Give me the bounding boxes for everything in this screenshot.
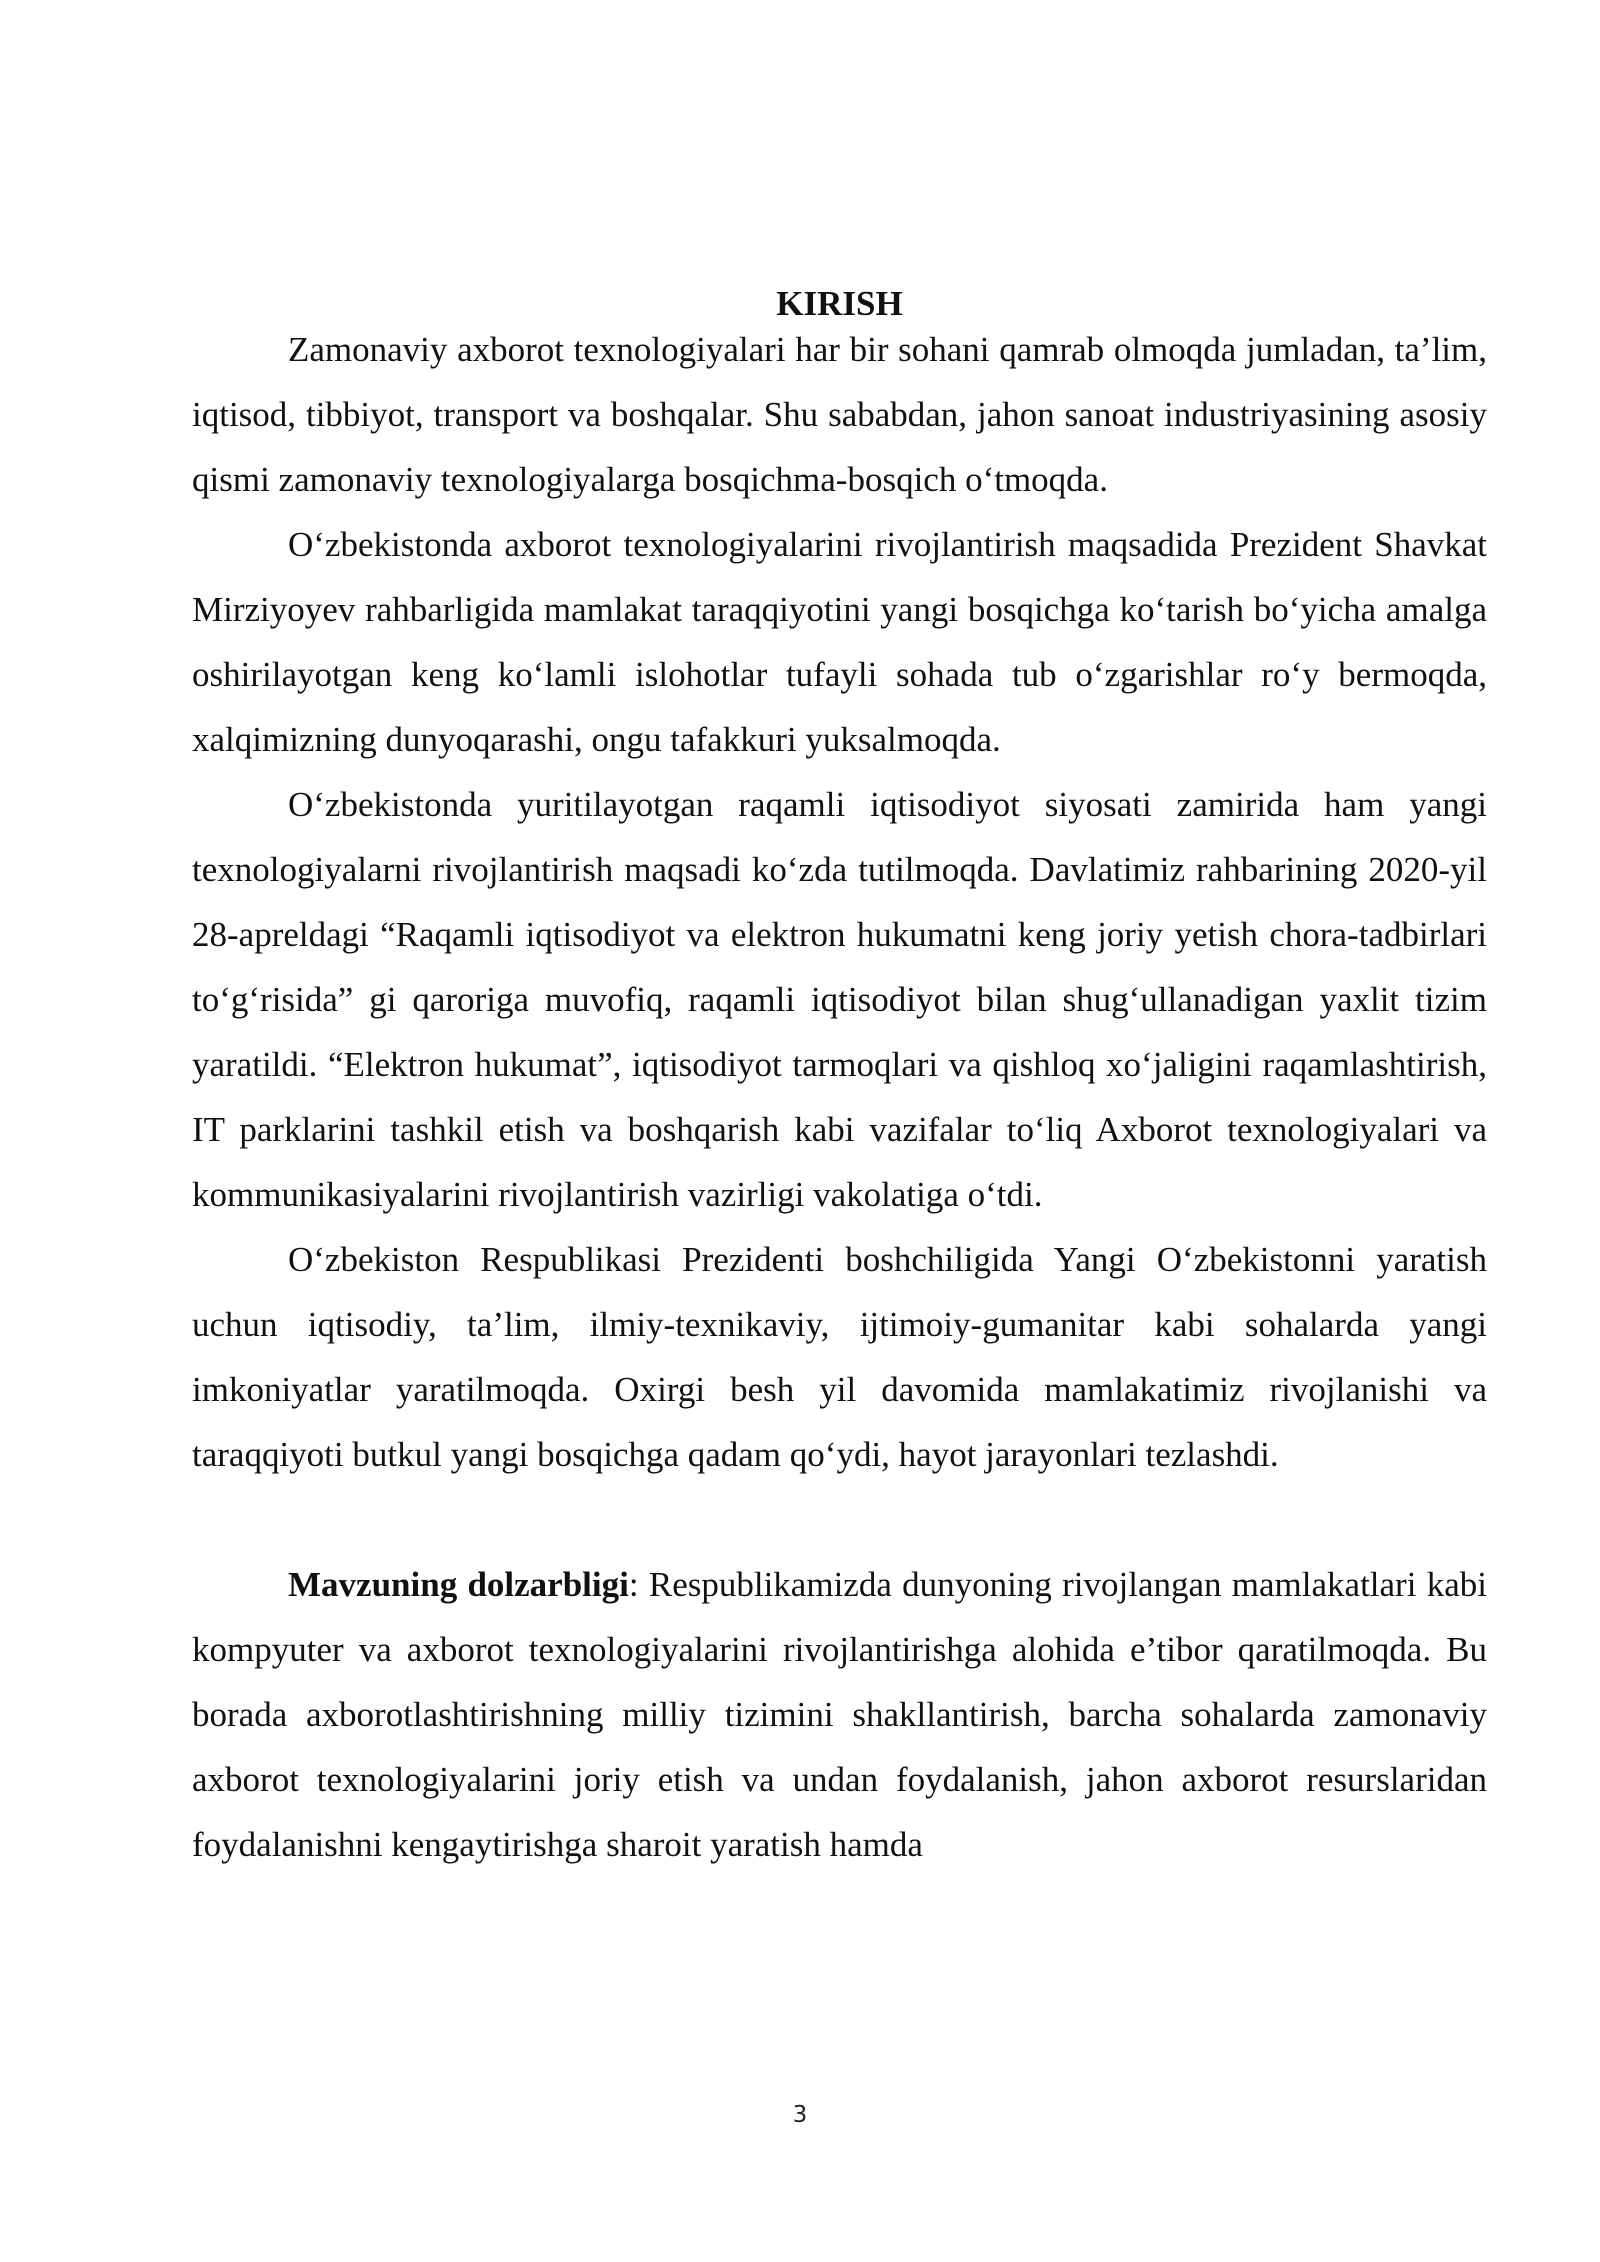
page-title: KIRISH <box>776 284 903 323</box>
relevance-separator: : <box>628 1565 649 1604</box>
paragraph-relevance <box>192 1552 1487 1877</box>
paragraph-new-uzbekistan: O‘zbekiston Respublikasi Prezidenti boshchiligida Yangi O‘zbekistonni yaratish uchun iqtisodiy, ta’lim, ilmiy-texnikaviy, ijtimoiy-gumanitar kabi sohalarda yangi imkoniyatlar yaratilmoqda. Oxirgi besh yil davomida mamlakatimiz rivojlanishi va taraqqiyoti butkul yangi bosqichga qadam qo‘ydi, hayot jarayonlari tezlashdi. <box>192 1240 1487 1474</box>
page-body <box>192 284 1487 1877</box>
paragraph-intro: Zamonaviy axborot texnologiyalari har bir sohani qamrab olmoqda jumladan, ta’lim, iqtisod, tibbiyot, transport va boshqalar. Shu sababdan, jahon sanoat industriyasining asosiy qismi zamonaviy texnologiyalarga bosqichma-bosqich o‘tmoqda. <box>192 330 1487 499</box>
page-number: 3 <box>792 2102 808 2128</box>
paragraph-reforms: O‘zbekistonda axborot texnologiyalarini rivojlantirish maqsadida Prezident Shavkat Mirziyoyev rahbarligida mamlakat taraqqiyotini yangi bosqichga ko‘tarish bo‘yicha amalga oshirilayotgan keng ko‘lamli islohotlar tufayli sohada tub o‘zgarishlar ro‘y bermoqda, xalqimizning dunyoqarashi, ongu tafakkuri yuksalmoqda. <box>192 525 1487 759</box>
relevance-text: Respublikamizda dunyoning rivojlangan mamlakatlari kabi kompyuter va axborot texnologiyalarini rivojlantirishga alohida e’tibor qaratilmoqda. Bu borada axborotlashtirishning milliy tizimini shakllantirish, barcha sohalarda zamonaviy axborot texnologiyalarini joriy etish va undan foydalanish, jahon axborot resurslaridan foydalanishni kengaytirishga sharoit yaratish hamda <box>192 1565 1487 1864</box>
paragraph-digital-economy: O‘zbekistonda yuritilayotgan raqamli iqtisodiyot siyosati zamirida ham yangi texnologiyalarni rivojlantirish maqsadi ko‘zda tutilmoqda. Davlatimiz rahbarining 2020-yil 28-apreldagi “Raqamli iqtisodiyot va elektron hukumatni keng joriy yetish chora-tadbirlari to‘g‘risida” gi qaroriga muvofiq, raqamli iqtisodiyot bilan shug‘ullanadigan yaxlit tizim yaratildi. “Elektron hukumat”, iqtisodiyot tarmoqlari va qishloq xo‘jaligini raqamlashtirish, IT parklarini tashkil etish va boshqarish kabi vazifalar to‘liq Axborot texnologiyalari va kommunikasiyalarini rivojlantirish vazirligi vakolatiga o‘tdi. <box>192 785 1487 1214</box>
relevance-heading: Mavzuning dolzarbligi <box>288 1565 629 1604</box>
paragraph-gap <box>192 1487 1487 1552</box>
